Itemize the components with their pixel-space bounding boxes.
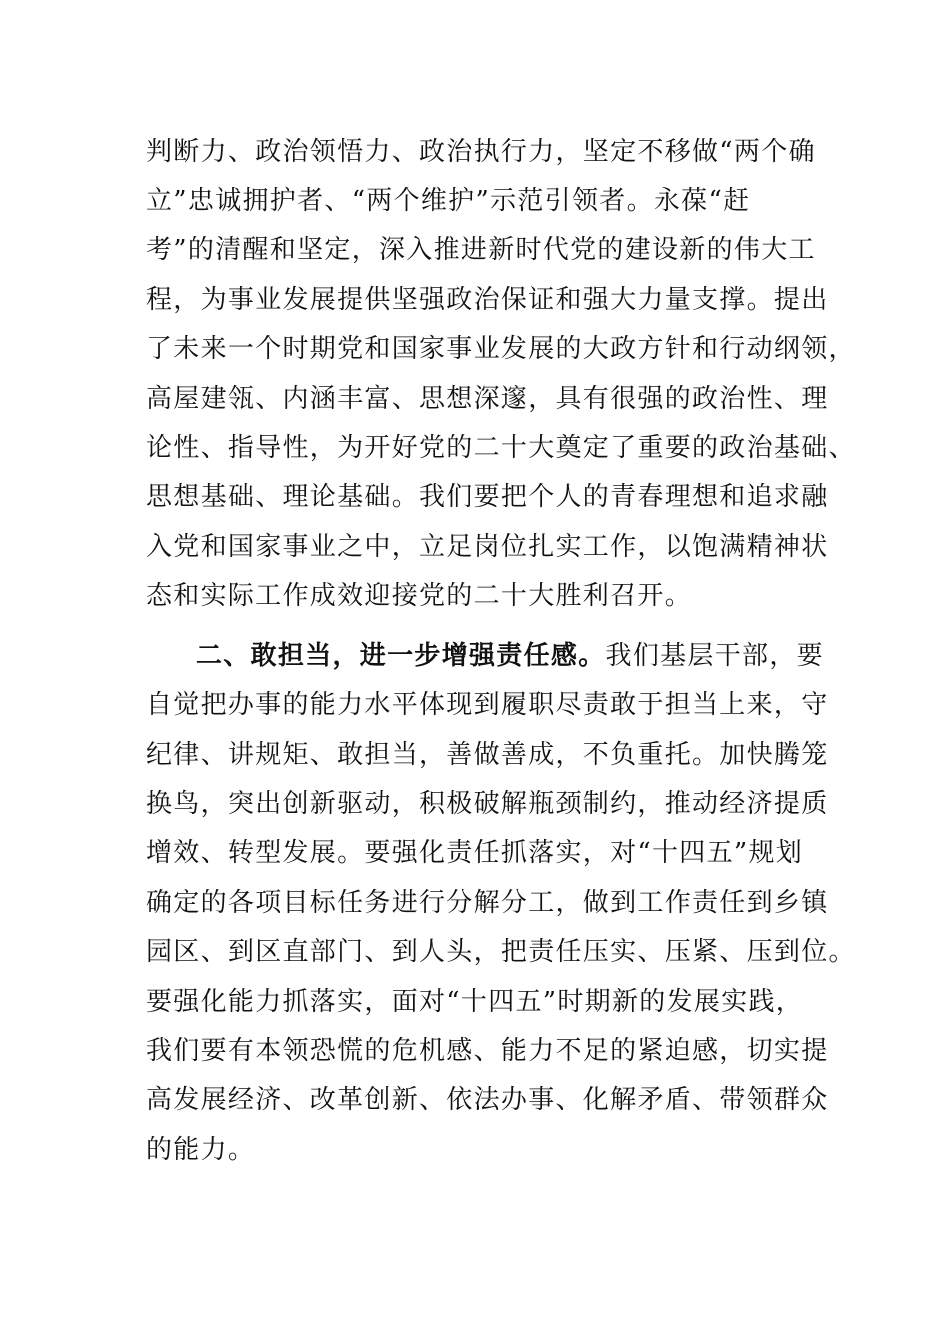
paragraph-line: 态和实际工作成效迎接党的二十大胜利召开。	[146, 581, 693, 611]
section-2-heading: 二、敢担当，进一步增强责任感。	[196, 641, 606, 671]
paragraph-line: 论性、指导性，为开好党的二十大奠定了重要的政治基础、	[146, 433, 856, 463]
paragraph-line: 考”的清醒和坚定，深入推进新时代党的建设新的伟大工	[146, 235, 816, 265]
paragraph-line: 换鸟，突出创新驱动，积极破解瓶颈制约，推动经济提质	[146, 789, 829, 819]
paragraph-line: 判断力、政治领悟力、政治执行力，坚定不移做“两个确	[146, 137, 816, 167]
paragraph-line: 程，为事业发展提供坚强政治保证和强大力量支撑。提出	[146, 285, 829, 315]
paragraph-line: 高发展经济、改革创新、依法办事、化解矛盾、带领群众	[146, 1085, 829, 1115]
paragraph-line: 了未来一个时期党和国家事业发展的大政方针和行动纲领，	[146, 334, 856, 364]
paragraph-line: 思想基础、理论基础。我们要把个人的青春理想和追求融	[146, 482, 829, 512]
paragraph-line: 园区、到区直部门、到人头，把责任压实、压紧、压到位。	[146, 937, 856, 967]
section-2-intro: 我们基层干部，要	[605, 641, 824, 671]
paragraph-line: 纪律、讲规矩、敢担当，善做善成，不负重托。加快腾笼	[146, 740, 829, 770]
paragraph-line: 确定的各项目标任务进行分解分工，做到工作责任到乡镇	[146, 888, 829, 918]
paragraph-line: 高屋建瓴、内涵丰富、思想深邃，具有很强的政治性、理	[146, 384, 829, 414]
paragraph-line: 我们要有本领恐慌的危机感、能力不足的紧迫感，切实提	[146, 1036, 829, 1066]
section-heading-line	[196, 640, 824, 672]
paragraph-line: 增效、转型发展。要强化责任抓落实，对“十四五”规划	[146, 838, 804, 868]
paragraph-line: 要强化能力抓落实，面对“十四五”时期新的发展实践，	[146, 987, 804, 1017]
paragraph-line: 自觉把办事的能力水平体现到履职尽责敢于担当上来，守	[146, 690, 829, 720]
paragraph-line: 的能力。	[146, 1135, 256, 1165]
paragraph-line: 入党和国家事业之中，立足岗位扎实工作，以饱满精神状	[146, 532, 829, 562]
paragraph-line: 立”忠诚拥护者、“两个维护”示范引领者。永葆“赶	[146, 186, 751, 216]
